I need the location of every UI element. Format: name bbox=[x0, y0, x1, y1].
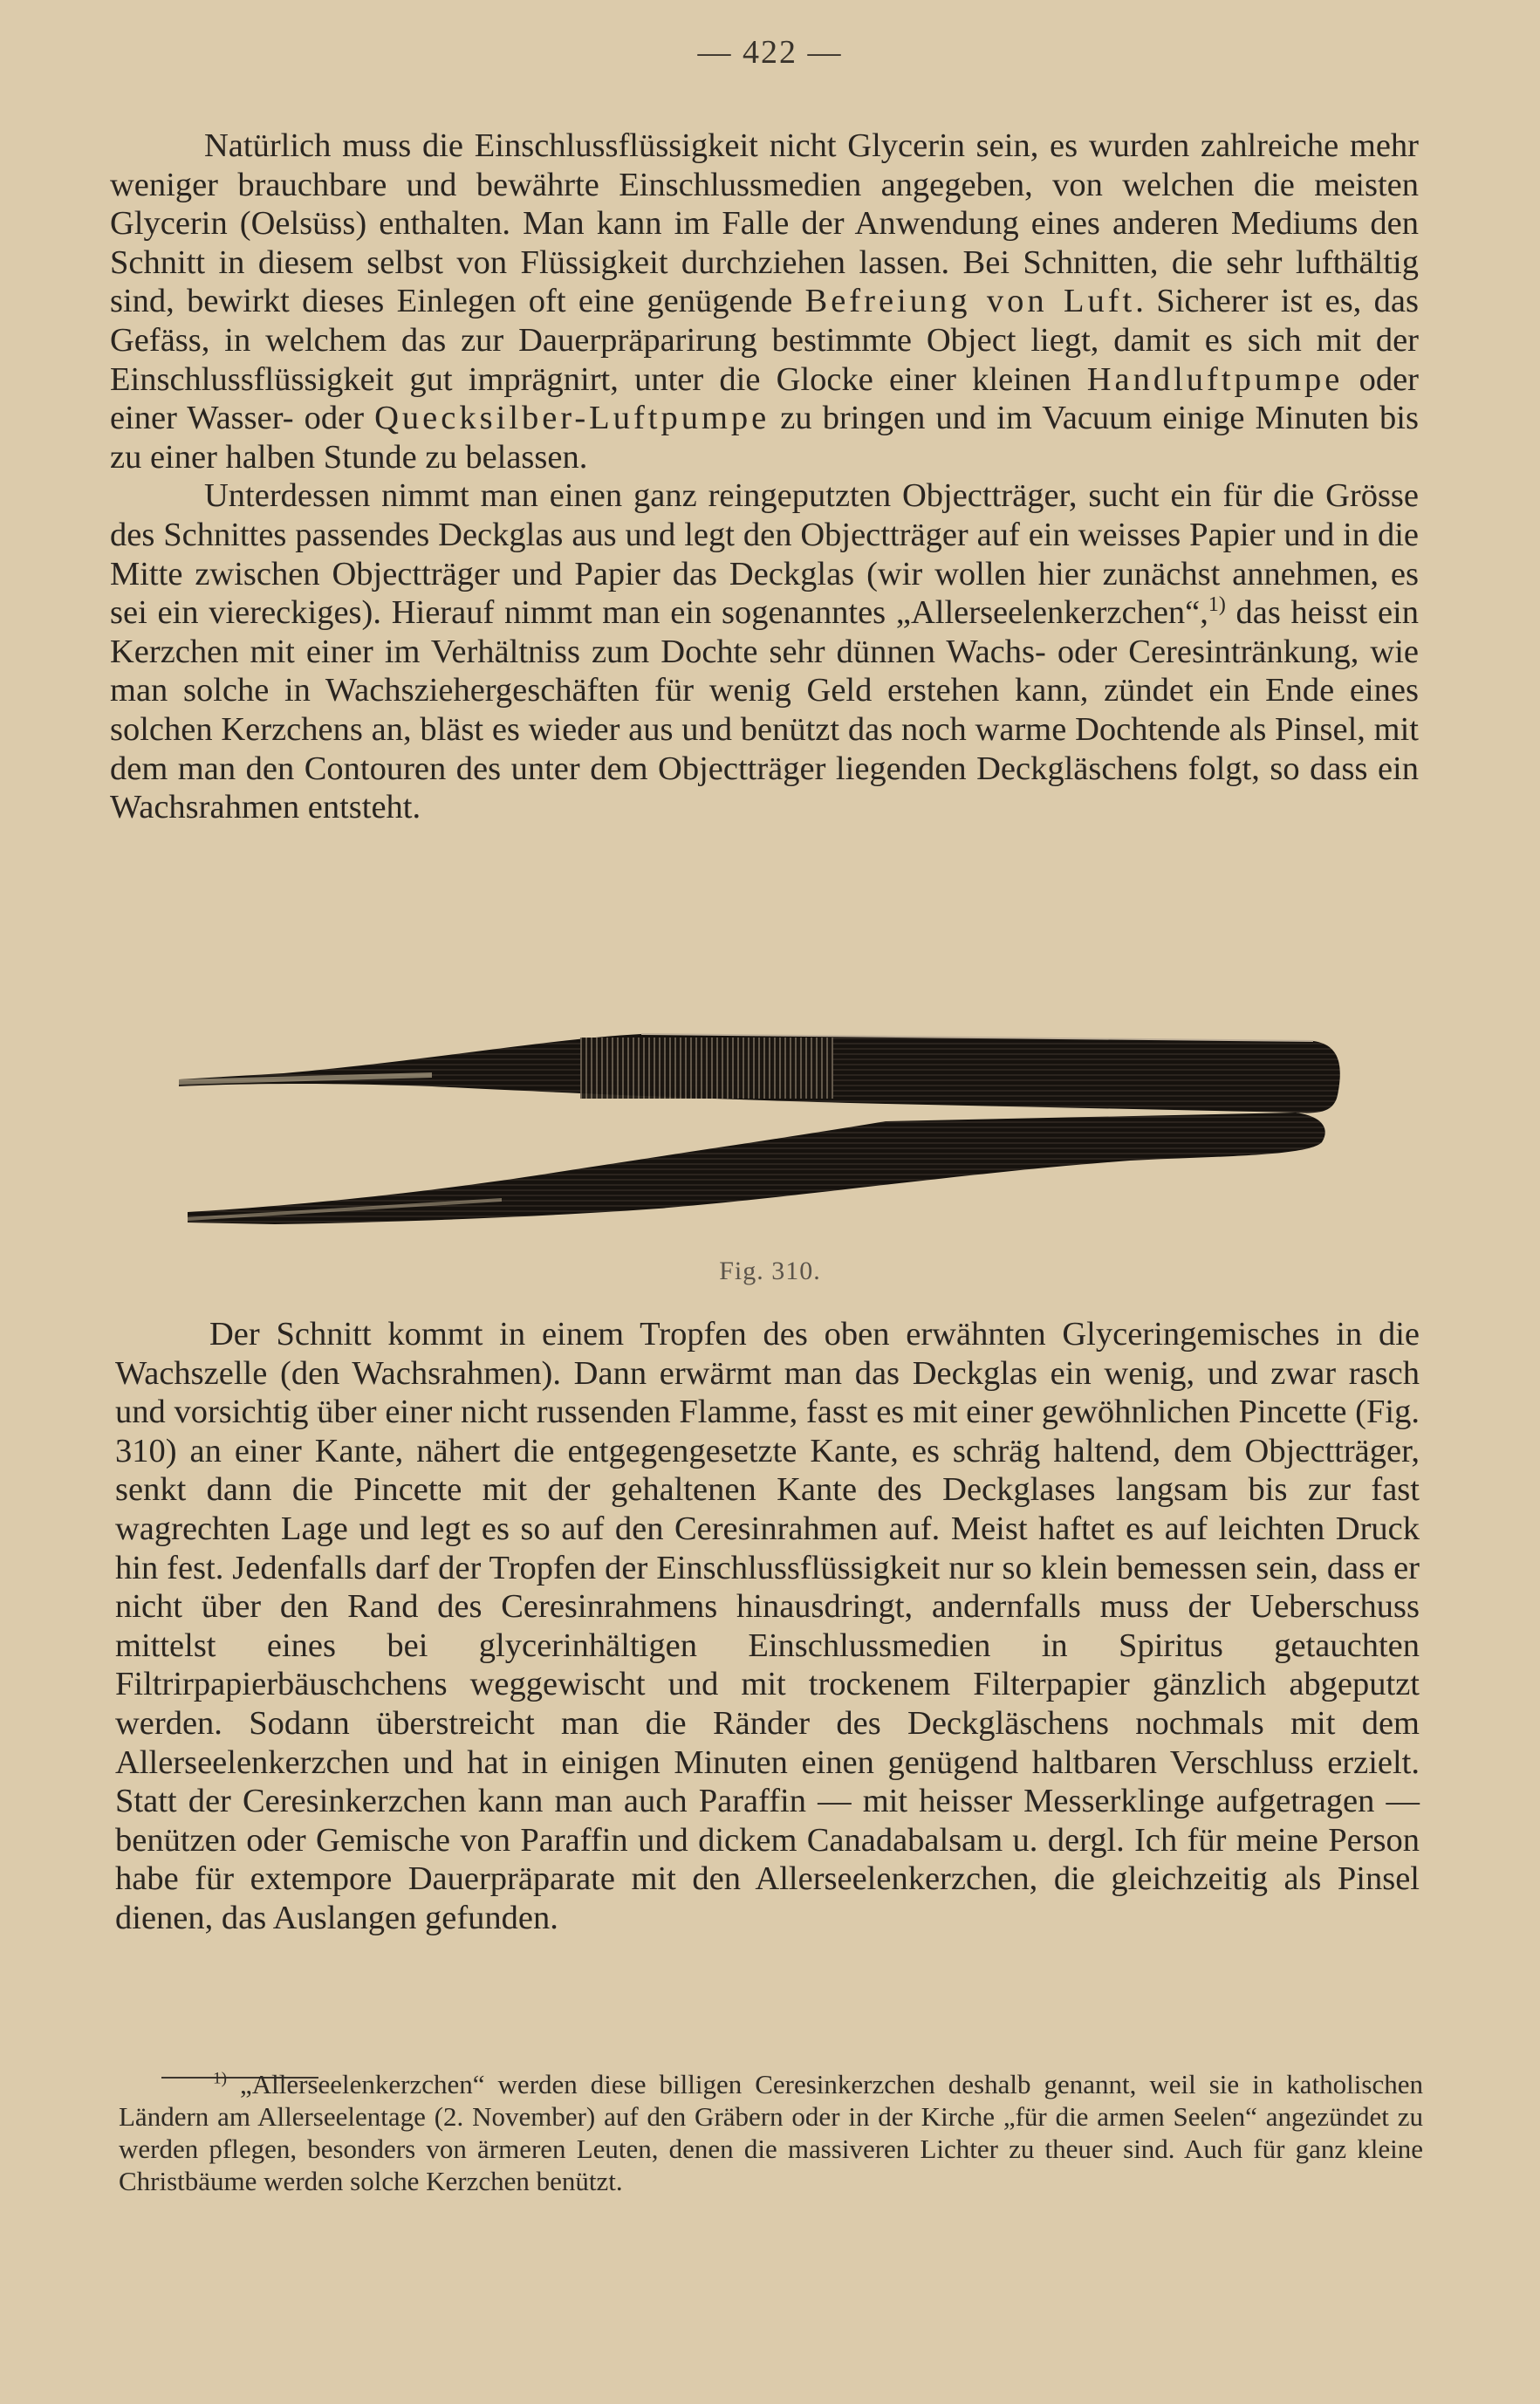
paragraph-wax-frame bbox=[110, 476, 1419, 826]
paragraph-text: das heisst ein Kerzchen mit einer im Verhältniss zum Dochte sehr dünnen Wachs- oder Ceresintränkung, wie man solche in Wachsziehergeschäften für wenig Geld erstehen kann, zündet ein Ende eines solchen Kerzchens an, bläst es wieder aus und benützt das noch warme Dochtende als Pinsel, mit dem man den Contouren des unter dem Objectträger liegenden Deckgläschens folgt, so dass ein Wachsrahmen entsteht. bbox=[110, 594, 1419, 826]
footnote-reference: 1) bbox=[1208, 593, 1226, 617]
footnote-paragraph bbox=[119, 2068, 1423, 2197]
figure-caption: Fig. 310. bbox=[719, 1257, 821, 1285]
paragraph-text: Natürlich muss die Einschlussflüssigkeit nicht Glycerin sein, es wurden zahlreiche mehr weniger brauchbare und bewährte Einschlussmedien angegeben, von welchen die meisten Glycerin (Oelsüss) enthalten. Man kann im Falle der Anwendung eines anderen Mediums den Schnitt in diesem selbst von Flüssigkeit durchziehen lassen. Bei Schnitten, die sehr lufthältig sind, bewirkt dieses Einlegen oft eine genügende bbox=[110, 127, 1419, 320]
spaced-emphasis: Befreiung von Luft bbox=[804, 283, 1136, 320]
page-number: — 422 — bbox=[697, 34, 843, 71]
paragraph-text: zu bringen und im Vacuum einige Minuten bis zu einer halben Stunde zu belassen. bbox=[110, 400, 1419, 476]
upper-text-block bbox=[110, 127, 1419, 827]
paragraph-text: oder einer Wasser- oder bbox=[110, 360, 1419, 437]
footnote bbox=[119, 2068, 1423, 2197]
spaced-emphasis: Quecksilber-Luftpumpe bbox=[374, 400, 770, 437]
lower-text-block bbox=[115, 1315, 1420, 1938]
tweezers-figure bbox=[170, 1025, 1344, 1248]
footnote-text: „Allerseelenkerzchen“ werden diese billigen Ceresinkerzchen deshalb genannt, weil sie in katholischen Ländern am Allerseelentage (2. November) auf den Gräbern oder in der Kirche „für die armen Seelen“ angezündet zu werden pflegen, besonders von ärmeren Leuten, denen die massiveren Lichter zu theuer sind. Auch für ganz kleine Christbäume werden solche Kerzchen benützt. bbox=[119, 2069, 1423, 2196]
paragraph-vacuum bbox=[110, 127, 1419, 476]
tweezers-illustration bbox=[170, 1025, 1344, 1248]
paragraph-text: . Sicherer ist es, das Gefäss, in welchem das zur Dauerpräparirung bestimmte Object liegt, damit es sich mit der Einschlussflüssigkeit gut imprägnirt, unter die Glocke einer kleinen bbox=[110, 283, 1419, 398]
paragraph-coverslip: Der Schnitt kommt in einem Tropfen des oben erwähnten Glyceringemisches in die Wachszelle (den Wachsrahmen). Dann erwärmt man das Deckglas ein wenig, und zwar rasch und vorsichtig über einer nicht russenden Flamme, fasst es mit einer gewöhnlichen Pincette (Fig. 310) an einer Kante, nähert die entgegengesetzte Kante, es schräg haltend, dem Objectträger, senkt dann die Pincette mit der gehaltenen Kante des Deckglases langsam bis zur fast wagrechten Lage und legt es so auf den Ceresinrahmen auf. Meist haftet es auf leichten Druck hin fest. Jedenfalls darf der Tropfen der Einschlussflüssigkeit nur so klein bemessen sein, dass er nicht über den Rand des Ceresinrahmens hinausdringt, andernfalls muss der Ueberschuss mittelst eines bei glycerinhältigen Einschlussmedien in Spiritus getauchten Filtrirpapierbäuschchens weggewischt und mit trockenem Filterpapier gänzlich abgeputzt werden. Sodann überstreicht man die Ränder des Deckgläschens nochmals mit dem Allerseelenkerzchen und hat in einigen Minuten einen genügend haltbaren Verschluss erzielt. Statt der Ceresinkerzchen kann man auch Paraffin — mit heisser Messerklinge aufgetragen — benützen oder Gemische von Paraffin und dickem Canadabalsam u. dergl. Ich für meine Person habe für extempore Dauerpräparate mit den Allerseelenkerzchen, die gleichzeitig als Pinsel dienen, das Auslangen gefunden. bbox=[115, 1316, 1420, 1936]
spaced-emphasis: Handluftpumpe bbox=[1086, 360, 1344, 398]
footnote-marker: 1) bbox=[213, 2069, 227, 2088]
paragraph-text: Unterdessen nimmt man einen ganz reingeputzten Objectträger, sucht ein für die Grösse des Schnittes passendes Deckglas aus und legt den Objectträger auf ein weisses Papier und in die Mitte zwischen Objectträger und Papier das Deckglas (wir wollen hier zunächst annehmen, es sei ein viereckiges). Hierauf nimmt man ein sogenanntes „Allerseelenkerzchen“, bbox=[110, 477, 1419, 632]
